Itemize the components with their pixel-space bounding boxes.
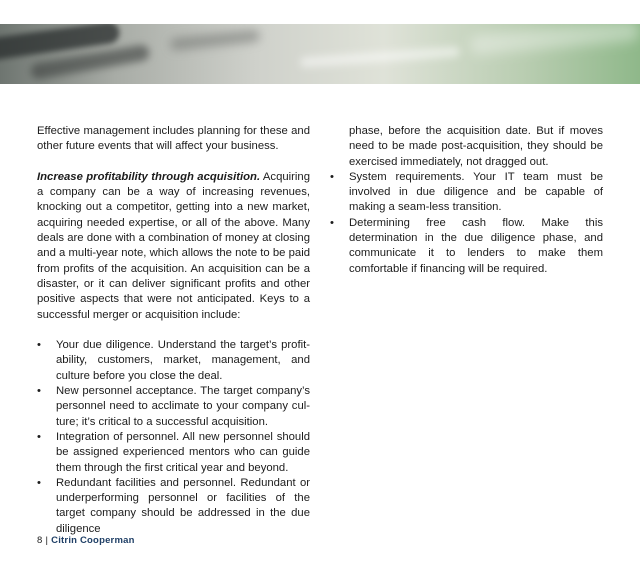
section-heading: Increase profitability through acquisition. [37, 170, 261, 183]
left-text-column [37, 124, 310, 537]
list-item: • System requirements. Your IT team must be involved in due diligence and be capable of making a seam-less transition. [330, 170, 603, 214]
acquisition-paragraph [37, 170, 310, 323]
continued-paragraph: phase, before the acquisition date. But if moves need to be made post-acquisition, they should be exercised immediately, not dragged out. [349, 125, 603, 168]
list-item: • Determining free cash flow. Make this determination in the due diligence phase, and communicate it to lenders to make them comfortable if financing will be required. [330, 216, 603, 275]
intro-paragraph: Effective management includes planning for these and other future events that will affect your business. [37, 125, 310, 153]
section-body: Acquiring a company can be a way of increasing revenues, knocking out a competitor, getting into a new market, acquiring needed expertise, or all of the above. Many deals are done with a combination of money at closing and a multi-year note, which allows the note to be paid from profits of the acquisition. An acquisition can be a disaster, or it can deliver significant profits and other positive aspects that were not anticipated. Keys to a successful merger or acquisition include: [37, 170, 310, 321]
right-text-column [330, 124, 603, 277]
continued-keys-list [330, 170, 603, 277]
bullet-icon: • [37, 339, 41, 352]
bullet-icon: • [330, 216, 334, 229]
list-item: • Your due diligence. Understand the target’s profit-ability, customers, market, management, and culture before you close the deal. [37, 339, 310, 382]
brand-name: Citrin Cooperman [51, 535, 135, 546]
bullet-icon: • [37, 476, 41, 489]
page-footer [37, 535, 135, 546]
footer-separator: | [45, 535, 49, 546]
bullet-icon: • [330, 170, 334, 183]
page-number: 8 [37, 535, 43, 546]
list-item: • Redundant facilities and personnel. Redundant or underperforming personnel or facilities of the target company should be addressed in the due diligence [37, 476, 310, 535]
bullet-icon: • [37, 385, 41, 398]
list-item: • New personnel acceptance. The target company’s personnel need to acclimate to your company cul-ture; it’s critical to a successful acquisition. [37, 385, 310, 428]
header-banner-image [0, 24, 640, 84]
acquisition-keys-list [37, 338, 310, 537]
bullet-icon: • [37, 430, 41, 443]
list-item: • Integration of personnel. All new personnel should be assigned experienced mentors who can guide them through the first critical year and beyond. [37, 430, 310, 474]
